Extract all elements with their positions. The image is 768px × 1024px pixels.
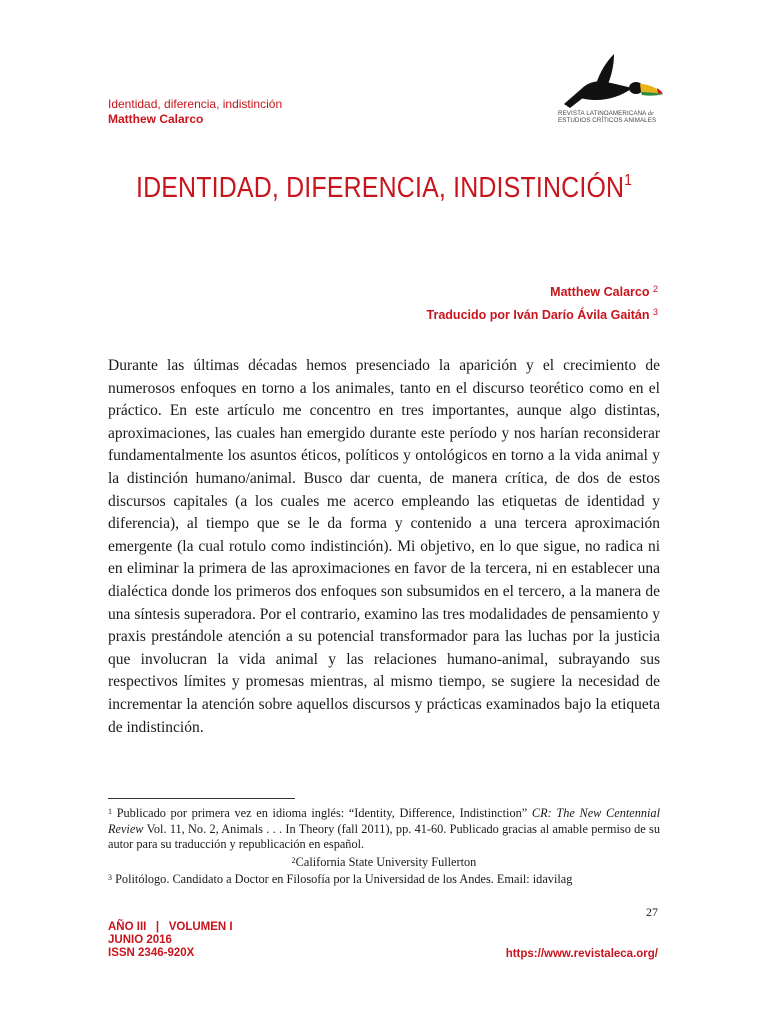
footnote-2-mark: 2 [291, 855, 296, 865]
toucan-icon [562, 52, 664, 108]
footnote-2 [108, 853, 660, 871]
footer-year-volume: AÑO III | VOLUMEN I [108, 921, 233, 933]
footnote-1-mark: 1 [108, 807, 112, 816]
page-number: 27 [646, 905, 658, 919]
running-header [108, 97, 282, 127]
translator-footnote-ref[interactable]: 3 [652, 307, 658, 317]
abstract-paragraph: Durante las últimas décadas hemos presenciado la aparición y el crecimiento de numerosos enfoques en torno a los animales, tanto en el discurso teorético como en el práctico. En este artículo me concentro en tres importantes, aunque algo distintas, aproximaciones, las cuales han emergido durante este período y nos harían reconsiderar fundamentalmente los asuntos éticos, políticos y ontológicos en torno a la vida animal y la distinción humano/animal. Busco dar cuenta, de manera crítica, de dos de estos discursos capitales (a los cuales me acerco empleando las etiquetas de identidad y diferencia), al tiempo que se le da forma y contenido a una tercera aproximación emergente (la cual rotulo como indistinción). Mi objetivo, en lo que sigue, no radica ni en eliminar la primera de las aproximaciones en favor de la tercera, ni en establecer una dialéctica donde los primeros dos enfoques son subsumidos en el tercero, a la manera de una síntesis superadora. Por el contrario, examino las tres modalidades de pensamiento y praxis prestándole atención a su potencial transformador para las luchas por la justicia que involucran la vida animal y las relaciones humano-animal, subrayando sus respectivos límites y promesas mientras, al mismo tiempo, se sugiere la necesidad de incrementar la atención sobre aquellos discursos y prácticas examinados bajo la etiqueta de indistinción. [108, 357, 660, 736]
running-title: Identidad, diferencia, indistinción [108, 97, 283, 111]
footnote-1-journal: CR: The New Centennial Review [108, 806, 660, 836]
translator-name: Traducido por Iván Darío Ávila Gaitán [426, 308, 650, 322]
article-title-text: IDENTIDAD, DIFERENCIA, INDISTINCIÓN [135, 172, 625, 204]
translator-line [427, 302, 658, 325]
footnote-divider [108, 798, 295, 799]
footnote-1-text-a: Publicado por primera vez en idioma inglés: “Identity, Difference, Indistinction” [116, 806, 532, 820]
author-line [427, 279, 658, 302]
logo-caption [558, 110, 668, 124]
footnotes [108, 804, 660, 888]
footer-date: JUNIO 2016 [108, 933, 172, 946]
footer-issue-info [108, 921, 233, 959]
journal-url-link[interactable]: https://www.revistaleca.org/ [505, 948, 658, 960]
footer-issn: ISSN 2346-920X [108, 946, 195, 959]
author-name: Matthew Calarco [550, 285, 650, 299]
byline [427, 279, 658, 325]
journal-logo [558, 52, 668, 124]
author-footnote-ref[interactable]: 2 [652, 284, 658, 294]
footnote-2-text: California State University Fullerton [295, 854, 477, 869]
footnote-3-mark: 3 [108, 873, 112, 883]
logo-line-1-suffix: de [647, 110, 654, 117]
article-title [54, 172, 714, 205]
footnote-3-text: Politólogo. Candidato a Doctor en Filosofía por la Universidad de los Andes. Email: idavilag [115, 872, 573, 887]
title-footnote-ref[interactable]: 1 [624, 172, 633, 189]
footnote-3 [108, 870, 660, 888]
logo-line-1: REVISTA LATINOAMERICANA [558, 110, 647, 117]
footnote-1 [108, 804, 660, 853]
logo-line-2: ESTUDIOS CRÍTICOS ANIMALES [558, 117, 657, 124]
running-author: Matthew Calarco [108, 112, 204, 126]
footnote-1-text-b: Vol. 11, No. 2, Animals . . . In Theory (fall 2011), pp. 41-60. Publicado gracias al amable permiso de su autor para su traducción y republicación en español. [108, 821, 660, 852]
